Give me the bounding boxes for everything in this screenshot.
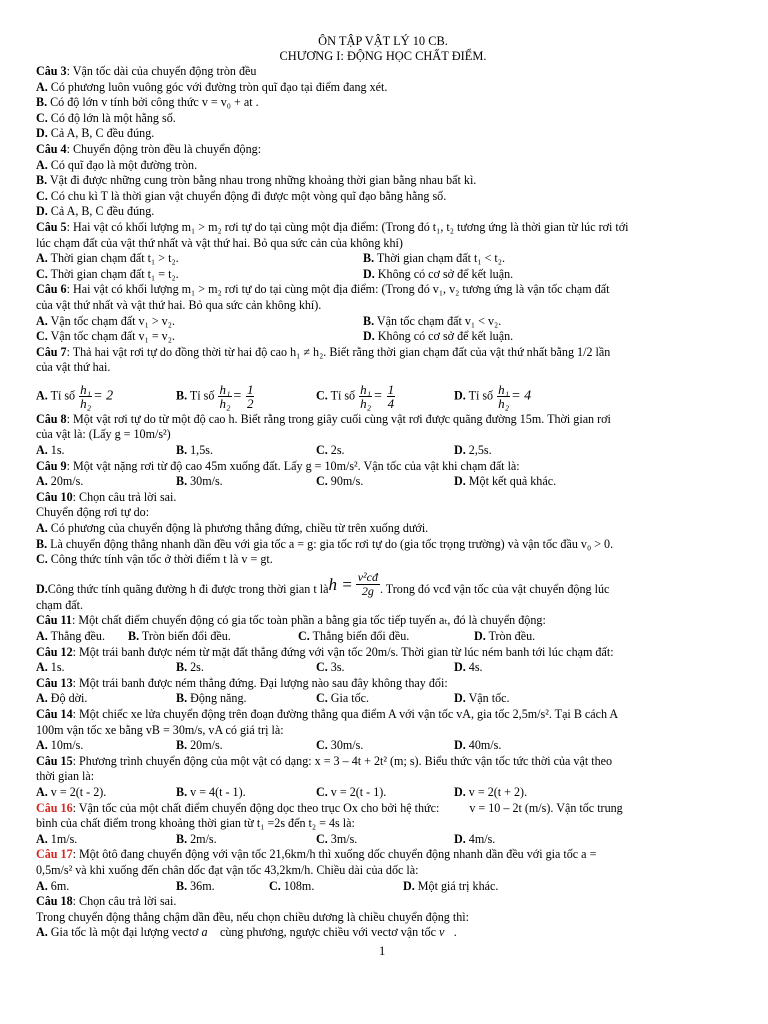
option-letter: C. [36,188,48,203]
option-letter: D. [454,738,466,753]
options-row [36,251,730,267]
equals-sign: = [232,388,242,404]
question-text: : Hai vật có khối lượng m₁ > m₂ rơi tự do tại cùng một địa điểm: (Trong đó v₁, v₂ tương ứng là vận tốc chạm đất [66,282,610,297]
option-text: Không có cơ sở để kết luận. [374,329,514,344]
option-d [36,204,730,220]
option-b [176,691,316,707]
vector-a-symbol: a⃗ [201,925,217,940]
option-text: 20m/s. [187,738,223,753]
option-text: v = 4(t - 1). [187,784,246,799]
option-text: Thẳng đều. [47,629,105,643]
option-letter: B. [176,831,188,846]
option-a [36,251,363,267]
question-text-cont: của vật thứ nhất và vật thứ hai. Bỏ qua sức cản không khí). [36,297,322,312]
option-b [176,383,316,410]
option-letter: A. [36,878,48,893]
question-label: Câu 12 [36,644,73,659]
option-a [36,158,730,174]
option-text: 2,5s. [465,443,492,458]
option-letter: A. [36,691,48,706]
fraction-numerator: 1 [246,381,254,397]
question-14 [36,707,730,723]
option-letter: A. [36,629,48,643]
question-7 [36,345,730,361]
option-letter: C. [269,878,281,893]
option-text: 108m. [280,878,315,893]
option-text: 4m/s. [465,831,496,846]
option-letter: C. [36,329,48,344]
option-text: 2s. [327,443,345,458]
question-label: Câu 14 [36,706,73,721]
option-text: 30m/s. [327,738,364,753]
option-a [36,832,176,848]
question-label: Câu 8 [36,411,67,426]
question-text: : Thả hai vật rơi tự do đồng thời từ hai độ cao h₁ ≠ h₂. Biết rằng thời gian chạm đất của vật thứ nhất bằng 1/2 lần [66,344,611,359]
option-d [454,738,501,754]
question-text-cont: lúc chạm đất của vật thứ nhất và vật thứ hai. Bỏ qua sức cản của không khí) [36,235,403,250]
ratio-value: = 4 [511,388,532,404]
option-letter: A. [36,831,48,846]
option-a [36,521,730,537]
option-b [176,832,316,848]
option-b [36,537,730,553]
option-a [36,691,176,707]
question-text: : Phương trình chuyển động của một vật có dạng: x = 3 – 4t + 2t² (m; s). Biểu thức vận tốc tức thời của vật theo [72,753,613,768]
option-d [454,832,495,848]
option-a [36,443,176,459]
option-a [36,629,128,645]
option-b [176,474,316,490]
option-letter: A. [36,738,48,753]
fraction-numerator: h₁ [360,381,372,397]
option-letter: A. [36,660,48,675]
option-text-end: . [453,925,457,940]
option-text: Có độ lớn là một hằng số. [47,110,176,125]
option-letter: C. [316,660,328,675]
question-text: : Hai vật có khối lượng m₁ > m₂ rơi tự do tại cùng một địa điểm: (Trong đó t₁, t₂ tương ứng là thời gian từ lúc rơi tới [66,219,629,234]
option-text: 4s. [465,660,483,675]
option-text: Động năng. [187,691,247,706]
fraction-numerator: h₁ [80,381,92,397]
option-prefix: Tỉ số [465,388,494,403]
question-5 [36,220,730,236]
option-b [363,251,505,267]
option-text: 10m/s. [47,738,84,753]
option-c [36,189,730,205]
option-letter: A. [36,443,48,458]
question-text: : Một chiếc xe lửa chuyển động trên đoạn đường thẳng qua điểm A với vận tốc vA, gia tốc 2,5m/s². Tại B cách A [72,706,619,721]
option-b [176,785,316,801]
question-label: Câu 15 [36,753,73,768]
option-d [454,383,531,410]
option-text: Vật đi được những cung tròn bằng nhau trong những khoảng thời gian bằng nhau bất kì. [47,173,477,188]
option-a [36,474,176,490]
option-text: Gia tốc. [327,691,370,706]
option-text: Thời gian chạm đất t₁ < t₂. [374,251,506,266]
option-text: Một giá trị khác. [414,878,499,893]
option-text: Thẳng biến đổi đều. [309,629,410,643]
option-a [36,785,176,801]
option-letter: C. [36,110,48,125]
option-letter: B. [176,388,188,403]
question-10 [36,490,730,506]
question-15 [36,754,730,770]
fraction-denominator: h₂ [80,395,92,411]
formula-fraction [356,571,380,598]
fraction-numerator: h₁ [219,381,231,397]
option-d [403,879,498,895]
option-letter: C. [316,474,328,489]
option-text: Vận tốc chạm đất v₁ = v₂. [47,329,175,344]
option-letter: A. [36,474,48,489]
option-a [36,879,176,895]
option-text: 1s. [47,443,65,458]
option-text: 2m/s. [187,831,217,846]
option-letter: B. [176,784,188,799]
question-label: Câu 3 [36,64,67,78]
option-c [316,383,454,410]
ratio-fraction [359,383,372,410]
option-letter: D. [474,629,486,643]
option-d [454,474,556,490]
option-c [269,879,403,895]
height-formula [328,571,379,598]
option-b [128,629,298,645]
option-text: 3m/s. [327,831,358,846]
option-text: Gia tốc là một đại lượng vectơ [47,925,199,940]
ratio-value: = 2 [93,388,114,404]
option-letter: D. [454,660,466,675]
option-c [316,738,454,754]
option-prefix: Tỉ số [47,388,76,403]
option-d [474,629,535,645]
options-row [36,443,730,459]
page-title: ÔN TẬP VẬT LÝ 10 CB. [318,34,448,48]
option-text: 2s. [187,660,204,675]
option-text: Có phương luôn vuông góc với đường tròn quĩ đạo tại điểm đang xét. [47,79,388,94]
fraction-denominator: h₂ [360,395,372,411]
option-text: Thời gian chạm đất t₁ > t₂. [47,251,179,266]
option-c [36,329,363,345]
question-8 [36,412,730,428]
option-letter: B. [36,95,48,110]
option-a [36,383,176,410]
options-row [36,879,730,895]
question-11 [36,613,730,629]
question-label: Câu 13 [36,675,73,690]
option-b [363,314,501,330]
question-17 [36,847,730,863]
option-letter: B. [363,251,375,266]
option-letter: D. [454,784,466,799]
option-a [36,925,730,941]
option-text: Vận tốc. [465,691,510,706]
option-text: v = 2(t - 2). [47,784,107,799]
option-letter: B. [176,474,188,489]
option-letter: A. [36,521,48,536]
option-text: Công thức tính quãng đường h đi được trong thời gian t là [47,582,329,597]
option-c [316,660,454,676]
option-c [298,629,474,645]
option-letter: B. [176,660,188,675]
option-b [36,95,730,111]
question-13 [36,676,730,692]
option-letter: D. [36,582,48,597]
fraction-numerator: 1 [387,381,395,397]
options-row [36,691,730,707]
options-row [36,832,730,848]
worksheet-page [36,34,730,941]
option-text-tail: . Trong đó vcđ vận tốc của vật chuyển động lúc [379,582,610,597]
options-row [36,474,730,490]
question-text-cont: 100m vận tốc xe bằng vB = 30m/s, vA có giá trị là: [36,722,284,737]
option-text: Cả A, B, C đều đúng. [47,204,155,219]
option-text: Có chu kì T là thời gian vật chuyển động đi được một vòng quĩ đạo bằng hằng số. [47,188,447,203]
question-text: : Chọn câu trả lời sai. [72,489,177,504]
option-letter: B. [36,173,48,188]
option-letter: C. [316,443,328,458]
question-16 [36,801,730,817]
option-c [36,111,730,127]
option-d [454,691,510,707]
option-d [36,568,730,598]
options-row [36,376,730,412]
option-letter: A. [36,251,48,266]
fraction-denominator: h₂ [219,395,231,411]
option-letter: C. [316,738,328,753]
option-text: 90m/s. [327,474,364,489]
option-text: 20m/s. [47,474,84,489]
option-text: Thời gian chạm đất t₁ = t₂. [47,266,179,281]
question-text: : Chuyển động tròn đều là chuyển động: [66,141,262,156]
question-text: : Vận tốc dài của chuyển động tròn đều [66,64,257,78]
option-c [36,267,363,283]
option-text: 36m. [187,878,215,893]
option-letter: D. [36,126,48,141]
option-b [176,738,316,754]
question-label: Câu 10 [36,489,73,504]
option-letter: A. [36,388,48,403]
option-text: 6m. [47,878,70,893]
question-text: v = 10 – 2t (m/s). Vận tốc trung [469,800,623,815]
option-text: Vận tốc chạm đất v₁ < v₂. [374,313,502,328]
option-d [454,785,527,801]
question-text: : Một vật nặng rơi từ độ cao 45m xuống đất. Lấy g = 10m/s². Vận tốc của vật khi chạm đất là: [66,458,520,473]
question-9 [36,459,730,475]
fraction-denominator: 2 [246,395,254,411]
option-letter: C. [298,629,310,643]
option-d [454,443,492,459]
question-label: Câu 17 [36,847,73,862]
question-text-cont: 0,5m/s² và khi xuống đến chân dốc đạt vận tốc 43,2km/h. Chiều dài của dốc là: [36,862,419,877]
question-text: : Một ôtô đang chuyển động với vận tốc 21,6km/h thì xuống dốc chuyển động nhanh dần đều với gia tốc a = [72,847,597,862]
option-text: Có quĩ đạo là một đường tròn. [47,157,198,172]
option-letter: A. [36,784,48,799]
options-row [36,329,730,345]
option-letter: D. [454,443,466,458]
ratio-fraction [497,383,510,410]
ratio-fraction [79,383,92,410]
ratio-fraction [218,383,231,410]
option-c [316,443,454,459]
option-a [36,660,176,676]
option-d [363,267,513,283]
question-label: Câu 7 [36,344,67,359]
options-row [36,738,730,754]
option-text: 1m/s. [47,831,78,846]
option-letter: A. [36,925,48,940]
option-text: Tròn đều. [485,629,536,643]
option-letter: D. [363,266,375,281]
question-label: Câu 9 [36,458,67,473]
option-text: Có độ lớn v tính bởi công thức v = v₀ + at . [47,95,259,110]
option-b [36,173,730,189]
formula-lhs: h = [328,574,353,594]
question-label: Câu 5 [36,219,67,234]
equals-sign: = [373,388,383,404]
question-label: Câu 11 [36,613,72,628]
vector-v-symbol: v⃗ [439,925,454,940]
option-letter: D. [363,329,375,344]
option-prefix: Tỉ số [187,388,215,403]
option-letter: A. [36,79,48,94]
options-row [36,660,730,676]
option-c [316,691,454,707]
question-18 [36,894,730,910]
option-text: Cả A, B, C đều đúng. [47,126,155,141]
option-letter: C. [36,552,48,567]
fraction-denominator: h₂ [498,395,510,411]
option-letter: D. [403,878,415,893]
option-prefix: Tỉ số [327,388,356,403]
ratio-value-fraction [246,383,255,410]
option-d [454,660,483,676]
question-text: : Một chất điểm chuyển động có gia tốc toàn phần a bằng gia tốc tiếp tuyến aₜ, đó là chuyển động: [71,613,546,628]
option-text: 1,5s. [187,443,213,458]
fraction-numerator: v²cđ [357,569,378,584]
options-row [36,629,730,645]
option-b [176,443,316,459]
question-label: Câu 18 [36,894,73,909]
fraction-denominator: 2g [361,583,374,598]
option-text: Tròn biến đổi đều. [139,629,231,643]
option-letter: D. [454,388,466,403]
option-letter: C. [36,266,48,281]
option-letter: B. [176,691,188,706]
fraction-numerator: h₁ [498,381,510,397]
option-text: v = 2(t - 1). [327,784,387,799]
option-letter: B. [176,878,188,893]
question-text-cont: của vật thứ hai. [36,360,111,375]
option-a [36,314,363,330]
question-4 [36,142,730,158]
option-letter: C. [316,784,328,799]
option-text: Không có cơ sở để kết luận. [374,266,514,281]
option-text: Là chuyển động thẳng nhanh dần đều với gia tốc a = g: gia tốc rơi tự do (gia tốc trọng trường) và vận tốc đầu v₀ > 0. [47,536,614,551]
option-letter: C. [316,691,328,706]
option-text: 1s. [47,660,65,675]
page-number: 1 [379,944,386,958]
question-label: Câu 4 [36,141,67,156]
question-text: : Một vật rơi tự do từ một độ cao h. Biết rằng trong giây cuối cùng vật rơi được quãng đường 15m. Thời gian rơi [66,411,611,426]
option-letter: D. [454,831,466,846]
option-letter: C. [316,388,328,403]
question-text-cont: của vật là: (Lấy g = 10m/s²) [36,427,171,442]
question-text-cont: bình của chất điểm trong khoảng thời gian từ t₁ =2s đến t₂ = 4s là: [36,816,355,831]
question-text: : Một trái banh được ném thẳng đứng. Đại lượng nào sau đây không thay đổi: [72,675,448,690]
options-row [36,785,730,801]
question-label: Câu 6 [36,282,67,297]
option-letter: B. [176,443,188,458]
question-6 [36,282,730,298]
question-3 [36,64,730,80]
option-text: 3s. [327,660,345,675]
option-b [176,660,316,676]
option-letter: D. [454,691,466,706]
option-text-cont: chạm đất. [36,597,84,612]
fraction-denominator: 4 [387,395,395,411]
option-letter: B. [176,738,188,753]
option-a [36,738,176,754]
option-c [316,474,454,490]
option-letter: C. [316,831,328,846]
option-text: Độ dời. [47,691,88,706]
options-row [36,314,730,330]
option-text: 30m/s. [187,474,223,489]
option-text: Có phương của chuyển động là phương thẳng đứng, chiều từ trên xuống dưới. [47,521,429,536]
option-d [36,126,730,142]
question-text: : Một trái banh được ném từ mặt đất thẳng đứng với vận tốc 20m/s. Thời gian từ lúc ném banh tới lúc chạm đất: [72,644,614,659]
question-12 [36,645,730,661]
question-label: Câu 16 [36,800,73,815]
question-intro: Chuyển động rơi tự do: [36,505,150,520]
option-d [363,329,513,345]
ratio-value-fraction [387,383,396,410]
option-letter: D. [454,474,466,489]
option-letter: B. [36,536,48,551]
option-letter: A. [36,157,48,172]
option-b [176,879,269,895]
question-intro: Trong chuyển động thẳng chậm dần đều, nếu chọn chiều dương là chiều chuyển động thì: [36,909,470,924]
option-c [36,552,730,568]
chapter-title: CHƯƠNG I: ĐỘNG HỌC CHẤT ĐIỂM. [279,49,487,63]
question-text: : Vận tốc của một chất điểm chuyển động dọc theo trục Ox cho bởi hệ thức: [72,800,440,815]
option-c [316,785,454,801]
option-a [36,80,730,96]
option-letter: A. [36,313,48,328]
option-letter: D. [36,204,48,219]
question-text: : Chọn câu trả lời sai. [72,894,177,909]
options-row [36,267,730,283]
option-text: Công thức tính vận tốc ở thời điểm t là v = gt. [47,552,273,567]
option-c [316,832,454,848]
option-letter: B. [128,629,140,643]
option-text: cùng phương, ngược chiều với vectơ vận tốc [219,925,436,940]
option-text: v = 2(t + 2). [465,784,528,799]
option-text: 40m/s. [465,738,502,753]
option-text: Một kết quả khác. [465,474,557,489]
option-text: Vận tốc chạm đất v₁ > v₂. [47,313,175,328]
question-text-cont: thời gian là: [36,769,95,784]
option-letter: B. [363,313,375,328]
